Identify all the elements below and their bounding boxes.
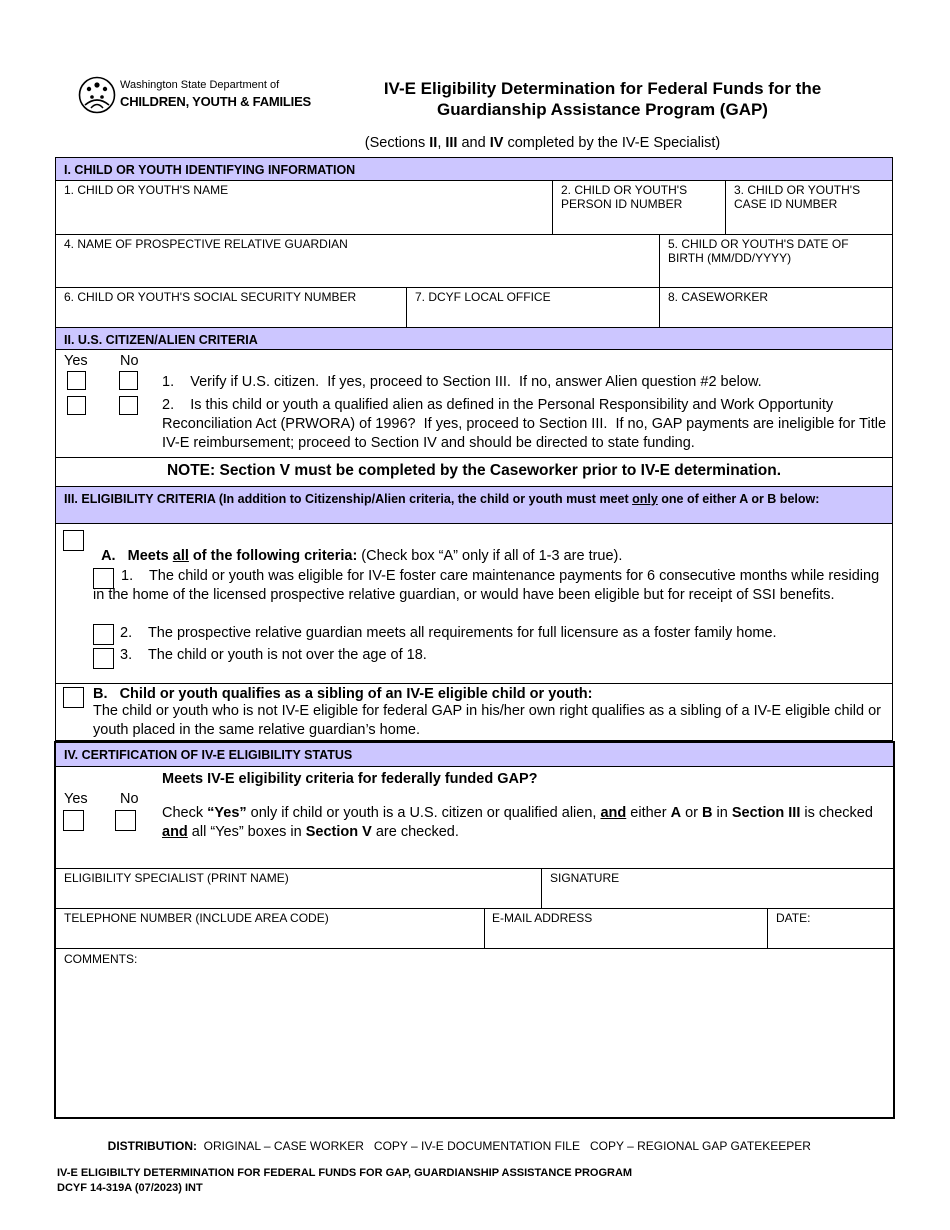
ci-b: B xyxy=(702,805,713,821)
family-emblem-icon xyxy=(77,75,117,115)
citizen-question: 1. Verify if U.S. citizen. If yes, proceed to Section III. If no, answer Alien question #2 below. xyxy=(162,374,762,390)
form-footer xyxy=(57,1166,632,1196)
section3-header xyxy=(55,486,893,524)
criteria-b-label: B. Child or youth qualifies as a sibling of an IV-E eligible child or youth: xyxy=(93,686,593,702)
subtitle-section3: III xyxy=(445,135,458,151)
subtitle-comma: , xyxy=(437,135,446,151)
logo-line1: Washington State Department of xyxy=(120,79,280,91)
criteria-a3-checkbox[interactable] xyxy=(93,648,114,669)
person-id-field[interactable]: 2. CHILD OR YOUTH'S PERSON ID NUMBER xyxy=(561,183,688,211)
ci-is: is checked xyxy=(800,805,873,821)
ci-end: are checked. xyxy=(371,824,459,840)
criteria-a2-checkbox[interactable] xyxy=(93,624,114,645)
criteria-b-text: The child or youth who is not IV-E eligible for federal GAP in his/her own right qualifies as a sibling of a IV-E eligible child or youth placed in the same relative guardian’s home. xyxy=(93,703,881,738)
criteria-a-label xyxy=(93,528,622,566)
divider xyxy=(55,287,893,288)
dob-field[interactable]: 5. CHILD OR YOUTH'S DATE OF BIRTH (MM/DD/YYYY) xyxy=(668,237,849,265)
a-label-all: all xyxy=(172,548,189,564)
s2-yes-label: Yes xyxy=(64,353,88,369)
criteria-b-checkbox[interactable] xyxy=(63,687,84,708)
comments-field[interactable]: COMMENTS: xyxy=(64,952,138,966)
ssn-field[interactable]: 6. CHILD OR YOUTH'S SOCIAL SECURITY NUMBER xyxy=(64,290,357,304)
ci-and2: and xyxy=(162,824,188,840)
telephone-field[interactable]: TELEPHONE NUMBER (INCLUDE AREA CODE) xyxy=(64,911,329,925)
title-line1: IV-E Eligibility Determination for Federal Funds for the xyxy=(383,79,822,98)
page-title xyxy=(330,78,875,120)
divider xyxy=(55,234,893,235)
alien-question: 2. Is this child or youth a qualified alien as defined in the Personal Responsibility and Work Opportunity Reconciliation Act (PRWORA) of 1996? If yes, proceed to Section III. If no, GAP payments are ineligible for Title IV-E reimbursement; proceed to Section IV and should be directed to state funding. xyxy=(162,397,891,451)
a-label-pre: A. Meets xyxy=(101,548,173,564)
criteria-a2-text: 2. The prospective relative guardian meets all requirements for full licensure as a foster family home. xyxy=(120,625,777,641)
agency-logo xyxy=(77,75,312,115)
section1-header: I. CHILD OR YOUTH IDENTIFYING INFORMATION xyxy=(55,157,893,181)
certification-instructions xyxy=(162,804,887,842)
section4-header: IV. CERTIFICATION OF IV-E ELIGIBILITY STATUS xyxy=(56,743,893,767)
subtitle-section2: II xyxy=(429,135,438,151)
s4-yes-label: Yes xyxy=(64,791,88,807)
ci-in: in xyxy=(712,805,732,821)
specialist-name-field[interactable]: ELIGIBILITY SPECIALIST (PRINT NAME) xyxy=(64,871,289,885)
divider xyxy=(484,908,485,948)
divider xyxy=(55,457,893,458)
certify-no-checkbox[interactable] xyxy=(115,810,136,831)
certify-yes-checkbox[interactable] xyxy=(63,810,84,831)
subtitle-pre: (Sections xyxy=(364,135,430,151)
case-id-field[interactable]: 3. CHILD OR YOUTH'S CASE ID NUMBER xyxy=(734,183,861,211)
criteria-a3-text: 3. The child or youth is not over the age of 18. xyxy=(120,647,427,663)
s2-no-label: No xyxy=(120,353,139,369)
s3-header-post: one of either A or B below: xyxy=(657,492,820,506)
ci-check: Check xyxy=(162,805,208,821)
a-label-rest: (Check box “A” only if all of 1-3 are true). xyxy=(357,548,623,564)
form-number: DCYF 14-319A (07/2023) INT xyxy=(57,1182,203,1194)
form-title-footer: IV-E ELIGIBILTY DETERMINATION FOR FEDERAL FUNDS FOR GAP, GUARDIANSHIP ASSISTANCE PROGRAM xyxy=(57,1167,633,1179)
section5-note: NOTE: Section V must be completed by the Caseworker prior to IV-E determination. xyxy=(166,462,782,479)
ci-mid: only if child or youth is a U.S. citizen or qualified alien, xyxy=(246,805,601,821)
signature-field[interactable]: SIGNATURE xyxy=(550,871,620,885)
ci-all: all “Yes” boxes in xyxy=(187,824,306,840)
divider xyxy=(55,683,893,684)
criteria-a-checkbox[interactable] xyxy=(63,530,84,551)
subtitle-post: completed by the IV-E Specialist) xyxy=(503,135,721,151)
s3-header-pre: III. ELIGIBILITY CRITERIA (In addition to Citizenship/Alien criteria, the child or youth must meet xyxy=(64,492,633,506)
divider xyxy=(56,948,893,949)
q2-yes-checkbox[interactable] xyxy=(67,396,86,415)
ci-s5: Section V xyxy=(305,824,372,840)
child-name-field[interactable]: 1. CHILD OR YOUTH'S NAME xyxy=(64,183,229,197)
date-field[interactable]: DATE: xyxy=(776,911,811,925)
ci-a: A xyxy=(670,805,682,821)
logo-line2: CHILDREN, YOUTH & FAMILIES xyxy=(120,94,312,109)
s3-header-only: only xyxy=(632,492,658,506)
q1-no-checkbox[interactable] xyxy=(119,371,138,390)
divider xyxy=(659,234,660,327)
ci-s3: Section III xyxy=(731,805,801,821)
certification-question: Meets IV-E eligibility criteria for federally funded GAP? xyxy=(162,771,538,787)
local-office-field[interactable]: 7. DCYF LOCAL OFFICE xyxy=(415,290,551,304)
q1-yes-checkbox[interactable] xyxy=(67,371,86,390)
q2-no-checkbox[interactable] xyxy=(119,396,138,415)
a-label-post: of the following criteria: xyxy=(188,548,358,564)
divider xyxy=(725,180,726,234)
ci-and1: and xyxy=(600,805,627,821)
email-field[interactable]: E-MAIL ADDRESS xyxy=(492,911,593,925)
subtitle-and: and xyxy=(457,135,490,151)
ci-either: either xyxy=(626,805,671,821)
subtitle-section4: IV xyxy=(489,135,504,151)
divider xyxy=(552,180,553,234)
divider xyxy=(541,868,542,908)
distribution-line xyxy=(101,1125,811,1153)
ci-or: or xyxy=(681,805,703,821)
distribution-label: DISTRIBUTION: xyxy=(107,1139,197,1153)
page-subtitle xyxy=(330,135,755,151)
s4-no-label: No xyxy=(120,791,139,807)
criteria-a1-text: 1. The child or youth was eligible for IV-E foster care maintenance payments for 6 consecutive months while residing in the home of the licensed prospective relative guardian, or would have been eligible but for receipt of SSI benefits. xyxy=(93,568,884,603)
divider xyxy=(406,287,407,327)
distribution-text: ORIGINAL – CASE WORKER COPY – IV-E DOCUMENTATION FILE COPY – REGIONAL GAP GATEKEEPER xyxy=(197,1139,811,1153)
guardian-name-field[interactable]: 4. NAME OF PROSPECTIVE RELATIVE GUARDIAN xyxy=(64,237,348,251)
caseworker-field[interactable]: 8. CASEWORKER xyxy=(668,290,769,304)
divider xyxy=(56,868,893,869)
section2-header: II. U.S. CITIZEN/ALIEN CRITERIA xyxy=(55,327,893,350)
divider xyxy=(767,908,768,948)
title-line2: Guardianship Assistance Program (GAP) xyxy=(437,100,768,119)
ci-yes: “Yes” xyxy=(207,805,247,821)
